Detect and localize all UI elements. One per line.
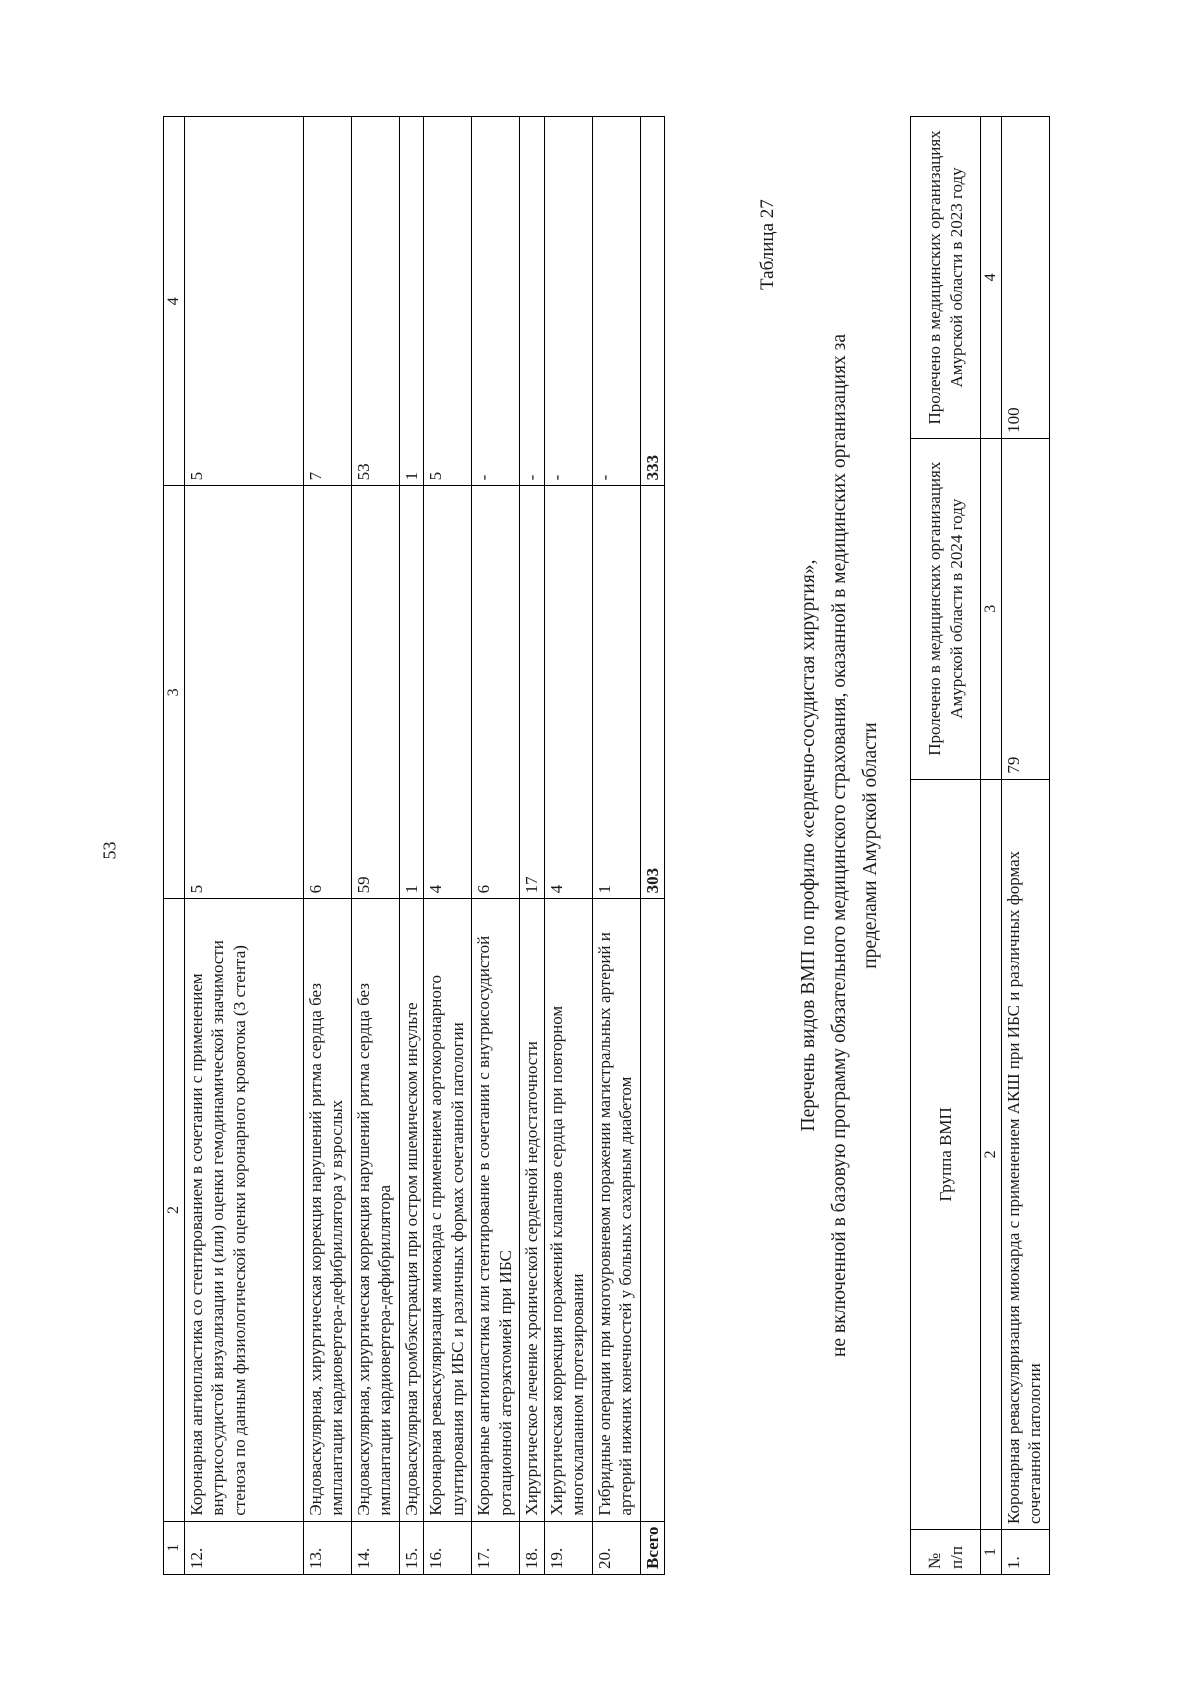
value-2024: 5 — [185, 486, 304, 899]
row-number: 14. — [352, 1521, 400, 1574]
vmp-group: Коронарная реваскуляризация миокарда с применением АКШ при ИБС и различных формах сочетанной патологии — [1002, 779, 1050, 1529]
value-2023: - — [472, 117, 520, 486]
row-number: 16. — [424, 1521, 472, 1574]
value-2024: 79 — [1002, 438, 1050, 779]
total-2023: 333 — [640, 117, 664, 486]
table-header-numbers — [981, 117, 1002, 1575]
vmp-group: Хирургическое лечение хронической сердечной недостаточности — [520, 899, 544, 1521]
vmp-group: Коронарная реваскуляризация миокарда с применением аортокоронарного шунтирования при ИБС и различных формах сочетанной патологии — [424, 899, 472, 1521]
row-number: 15. — [400, 1521, 424, 1574]
table-header-row — [911, 117, 981, 1575]
column-number: 4 — [164, 117, 185, 486]
value-2024: 1 — [592, 486, 640, 899]
value-2024: 6 — [472, 486, 520, 899]
value-2023: 53 — [352, 117, 400, 486]
value-2024: 4 — [424, 486, 472, 899]
vmp-group: Коронарная ангиопластика со стентированием в сочетании с применением внутрисосудистой визуализации и (или) оценки гемодинамической значимости стеноза по данным физиологической оценки коронарного кровотока (3 стента) — [185, 899, 304, 1521]
title-line: Перечень видов ВМП по профилю «сердечно-сосудистая хирургия», — [798, 559, 819, 1132]
value-2024: 17 — [520, 486, 544, 899]
total-2024: 303 — [640, 486, 664, 899]
table-caption: Таблица 27 — [757, 199, 778, 290]
column-number: 1 — [981, 1530, 1002, 1575]
header-group: Группа ВМП — [911, 779, 981, 1529]
column-number: 2 — [164, 899, 185, 1521]
value-2023: - — [592, 117, 640, 486]
table-row — [592, 117, 640, 1575]
table-26-continuation — [163, 116, 665, 1575]
page-number: 53 — [99, 841, 120, 859]
header-2023: Пролечено в медицинских организациях Амурской области в 2023 году — [911, 117, 981, 439]
value-2023: - — [544, 117, 592, 486]
table-total-row — [640, 117, 664, 1575]
header-2024: Пролечено в медицинских организациях Амурской области в 2024 году — [911, 438, 981, 779]
value-2024: 4 — [544, 486, 592, 899]
value-2024: 1 — [400, 486, 424, 899]
title-line: не включенной в базовую программу обязательного медицинского страхования, оказанной в медицинских организациях за — [829, 333, 851, 1358]
value-2023: 5 — [185, 117, 304, 486]
row-number: 13. — [304, 1521, 352, 1574]
table-header-row — [164, 117, 185, 1575]
value-2023: 5 — [424, 117, 472, 486]
row-number: 1. — [1002, 1530, 1050, 1575]
table-row — [185, 117, 304, 1575]
table-row — [544, 117, 592, 1575]
vmp-group: Гибридные операции при многоуровневом поражении магистральных артерий и артерий нижних конечностей у больных сахарным диабетом — [592, 899, 640, 1521]
total-empty — [640, 899, 664, 1521]
table-row — [352, 117, 400, 1575]
value-2023: 100 — [1002, 117, 1050, 439]
row-number: 19. — [544, 1521, 592, 1574]
header-num: № п/п — [911, 1530, 981, 1575]
vmp-group: Коронарные ангиопластика или стентирование в сочетании с внутрисосудистой ротационной атерэктомией при ИБС — [472, 899, 520, 1521]
row-number: 18. — [520, 1521, 544, 1574]
vmp-group: Хирургическая коррекция поражений клапанов сердца при повторном многоклапанном протезировании — [544, 899, 592, 1521]
row-number: 20. — [592, 1521, 640, 1574]
vmp-group: Эндоваскулярная, хирургическая коррекция нарушений ритма сердца без имплантации кардиовертера-дефибриллятора у взрослых — [304, 899, 352, 1521]
value-2024: 6 — [304, 486, 352, 899]
table-row — [1002, 117, 1050, 1575]
value-2023: 1 — [400, 117, 424, 486]
value-2023: - — [520, 117, 544, 486]
vmp-group: Эндоваскулярная, хирургическая коррекция нарушений ритма сердца без имплантации кардиовертера-дефибриллятора — [352, 899, 400, 1521]
table-row — [400, 117, 424, 1575]
table-row — [472, 117, 520, 1575]
table-title — [793, 116, 887, 1575]
table-row — [304, 117, 352, 1575]
total-label: Всего — [640, 1521, 664, 1574]
column-number: 2 — [981, 779, 1002, 1529]
table-row — [520, 117, 544, 1575]
value-2023: 7 — [304, 117, 352, 486]
table-27 — [910, 116, 1050, 1575]
column-number: 1 — [164, 1521, 185, 1574]
row-number: 17. — [472, 1521, 520, 1574]
row-number: 12. — [185, 1521, 304, 1574]
value-2024: 59 — [352, 486, 400, 899]
column-number: 3 — [164, 486, 185, 899]
title-line: пределами Амурской области — [860, 722, 882, 969]
column-number: 3 — [981, 438, 1002, 779]
column-number: 4 — [981, 117, 1002, 439]
table-row — [424, 117, 472, 1575]
vmp-group: Эндоваскулярная тромбэкстракция при остром ишемическом инсульте — [400, 899, 424, 1521]
